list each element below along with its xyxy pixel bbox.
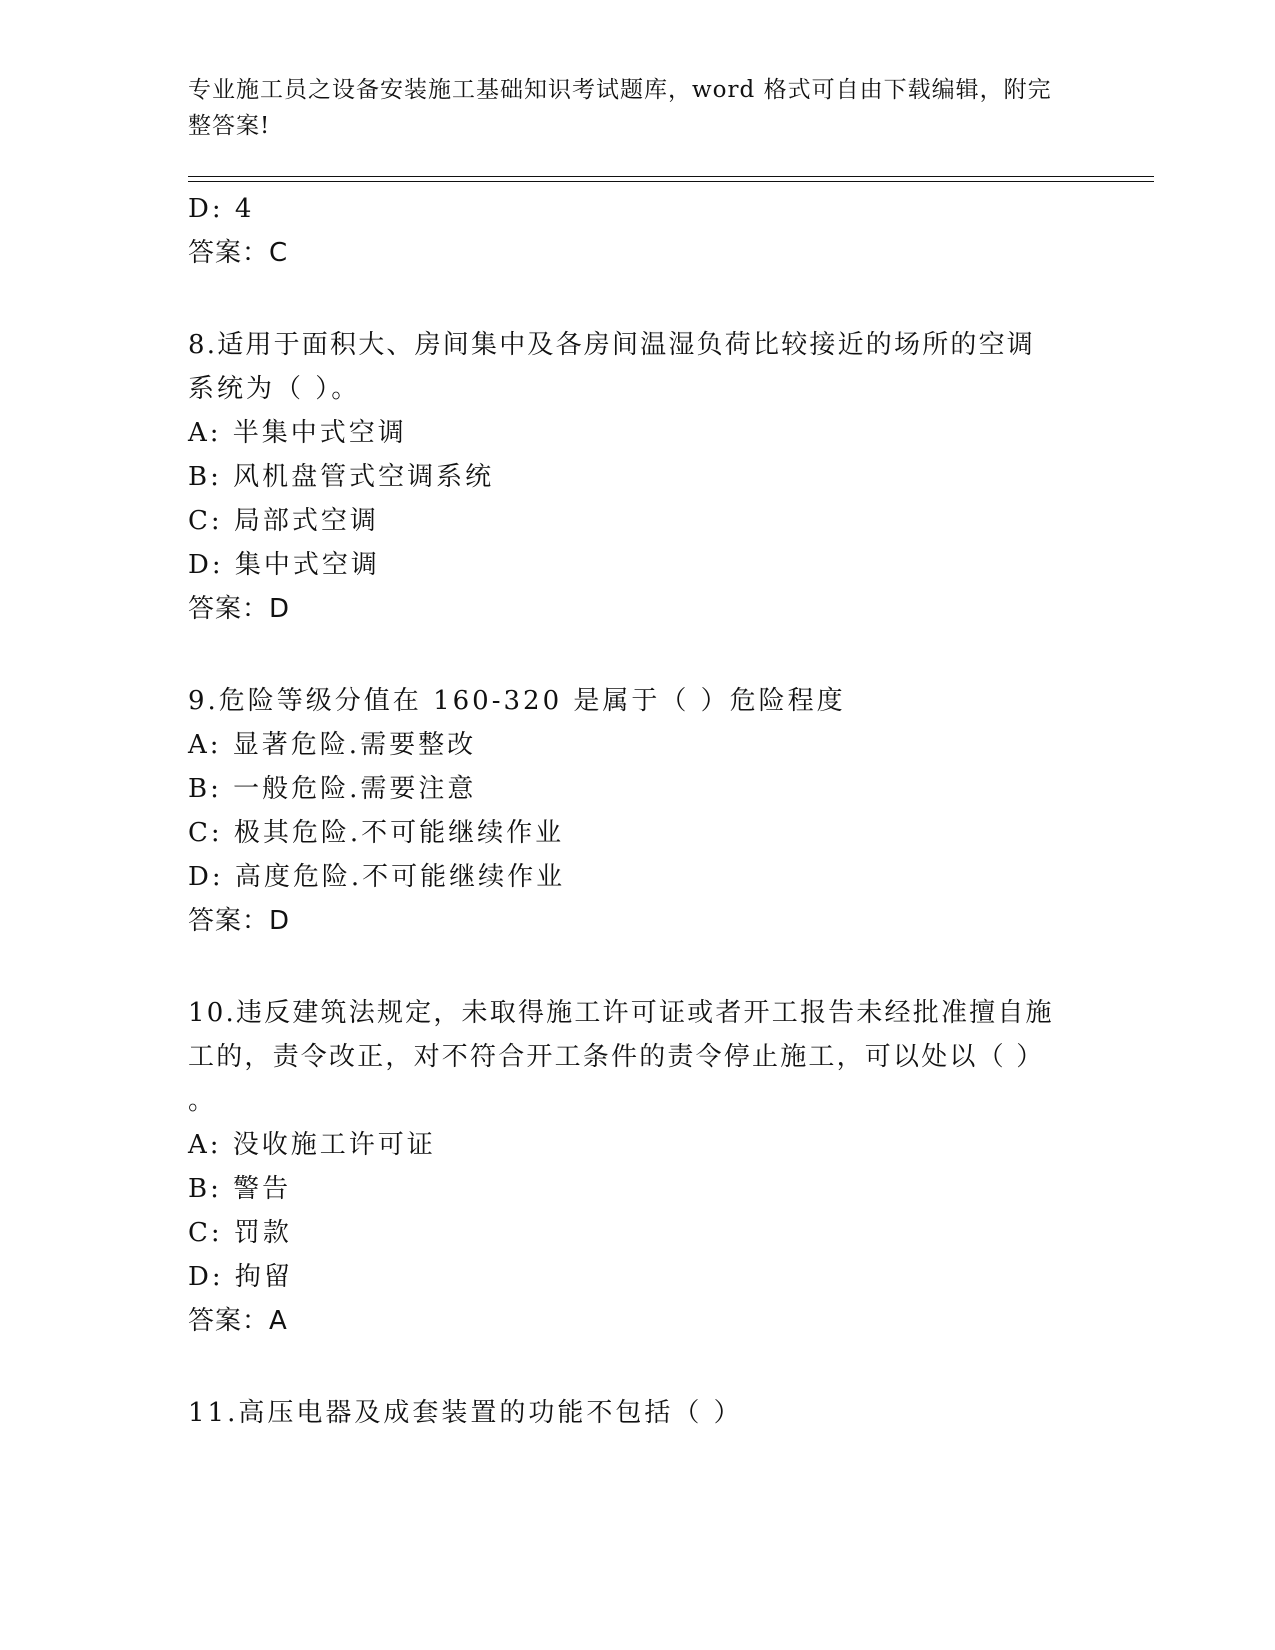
- q10-stem-line3: 。: [188, 1086, 218, 1116]
- header-divider-top: [188, 176, 1154, 177]
- q9-option-b: B: 一般危险.需要注意: [188, 774, 477, 804]
- q9-stem-line1: 9.危险等级分值在 160-320 是属于（ ）危险程度: [188, 686, 846, 716]
- q9-option-d: D: 高度危险.不可能继续作业: [188, 862, 566, 892]
- q7-option-d: D: 4: [188, 194, 255, 224]
- q8-answer: 答案：D: [188, 594, 291, 624]
- q10-answer: 答案：A: [188, 1306, 288, 1336]
- q10-option-d: D: 拘留: [188, 1262, 293, 1292]
- q8-stem-line1: 8.适用于面积大、房间集中及各房间温湿负荷比较接近的场所的空调: [188, 330, 1036, 360]
- q10-stem-line2: 工的，责令改正，对不符合开工条件的责令停止施工，可以处以（ ）: [188, 1042, 1045, 1072]
- q8-option-c: C: 局部式空调: [188, 506, 379, 536]
- q9-option-c: C: 极其危险.不可能继续作业: [188, 818, 565, 848]
- q9-option-a: A: 显著危险.需要整改: [188, 730, 477, 760]
- q9-answer: 答案：D: [188, 906, 291, 936]
- q7-answer: 答案：C: [188, 238, 289, 268]
- q8-option-a: A: 半集中式空调: [188, 418, 407, 448]
- document-header: 专业施工员之设备安装施工基础知识考试题库，word 格式可自由下载编辑，附完整答案!: [188, 77, 1052, 139]
- q10-option-a: A: 没收施工许可证: [188, 1130, 436, 1160]
- q8-option-d: D: 集中式空调: [188, 550, 380, 580]
- q11-stem-line1: 11.高压电器及成套装置的功能不包括（ ）: [188, 1398, 743, 1428]
- q8-option-b: B: 风机盘管式空调系统: [188, 462, 495, 492]
- q8-stem-line2: 系统为（ ）。: [188, 374, 361, 404]
- q10-option-b: B: 警告: [188, 1174, 292, 1204]
- q10-option-c: C: 罚款: [188, 1218, 292, 1248]
- header-divider-bottom: [188, 181, 1154, 182]
- q10-stem-line1: 10.违反建筑法规定，未取得施工许可证或者开工报告未经批准擅自施: [188, 998, 1054, 1028]
